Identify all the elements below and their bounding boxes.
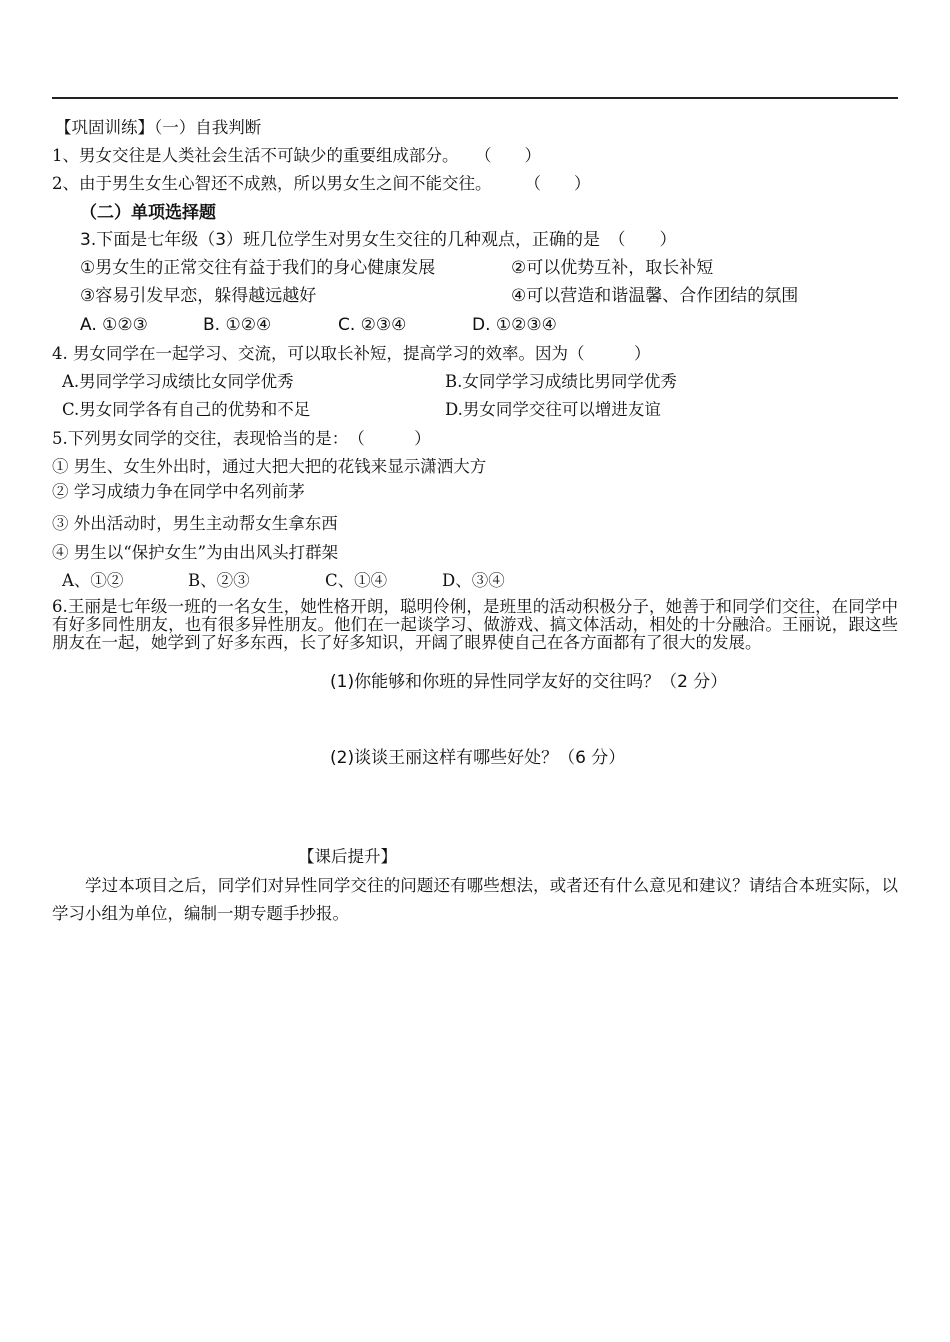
section-header-consolidation: 【巩固训练】（一）自我判断 [55, 118, 262, 137]
q5-choice-a: A、①② [62, 571, 124, 590]
q3-statement-3: ③容易引发早恋，躲得越远越好 [80, 286, 317, 306]
q3-statement-4: ④可以营造和谐温馨、合作团结的氛围 [511, 286, 799, 306]
q5-statement-3: ③ 外出活动时，男生主动帮女生拿东西 [52, 514, 338, 533]
q5-choice-c: C、①④ [325, 571, 388, 590]
q4-option-c: C.男女同学各有自己的优势和不足 [62, 400, 311, 419]
q3-choice-a: A. ①②③ [80, 315, 148, 335]
q4-option-a: A.男同学学习成绩比女同学优秀 [62, 372, 294, 391]
after-class-task: 学过本项目之后，同学们对异性同学交往的问题还有哪些想法，或者还有什么意见和建议？请结合本班实际，以学习小组为单位，编制一期专题手抄报。 [52, 876, 898, 923]
judgment-item-2: 2、由于男生女生心智还不成熟，所以男女生之间不能交往。 （ ） [52, 174, 591, 193]
judgment-item-1: 1、男女交往是人类社会生活不可缺少的重要组成部分。 （ ） [52, 146, 541, 165]
q5-stem: 5.下列男女同学的交往，表现恰当的是： （ ） [52, 429, 431, 448]
q4-option-d: D.男女同学交往可以增进友谊 [445, 400, 661, 419]
q3-choice-b: B. ①②④ [203, 315, 272, 335]
q3-stem: 3.下面是七年级（3）班几位学生对男女生交往的几种观点，正确的是 （ ） [80, 230, 677, 250]
q6-passage: 6.王丽是七年级一班的一名女生，她性格开朗，聪明伶俐，是班里的活动积极分子，她善于和同学们交往，在同学中有好多同性朋友，也有很多异性朋友。他们在一起谈学习、做游戏、搞文体活动，相处的十分融洽。王丽说，跟这些朋友在一起，她学到了好多东西，长了好多知识，开阔了眼界使自己在各方面都有了很大的发展。 [52, 597, 898, 652]
q4-option-b: B.女同学学习成绩比男同学优秀 [445, 372, 677, 391]
after-class-header: 【课后提升】 [298, 847, 397, 866]
q5-choice-d: D、③④ [442, 571, 505, 590]
q5-choice-b: B、②③ [188, 571, 250, 590]
top-rule [52, 97, 898, 99]
q3-statement-1: ①男女生的正常交往有益于我们的身心健康发展 [80, 258, 436, 278]
section-header-choice: （二）单项选择题 [80, 203, 216, 223]
q6-subquestion-1: (1)你能够和你班的异性同学友好的交往吗？（2 分） [330, 672, 728, 692]
q6-subquestion-2: (2)谈谈王丽这样有哪些好处？（6 分） [330, 748, 626, 768]
q3-choice-d: D. ①②③④ [472, 315, 557, 335]
q4-stem: 4. 男女同学在一起学习、交流，可以取长补短，提高学习的效率。因为（ ） [52, 344, 651, 363]
q5-statement-2: ② 学习成绩力争在同学中名列前茅 [52, 482, 305, 501]
q5-statement-4: ④ 男生以“保护女生”为由出风头打群架 [52, 543, 339, 562]
q3-choice-c: C. ②③④ [338, 315, 407, 335]
q5-statement-1: ① 男生、女生外出时，通过大把大把的花钱来显示潇洒大方 [52, 457, 487, 476]
q3-statement-2: ②可以优势互补，取长补短 [511, 258, 714, 278]
